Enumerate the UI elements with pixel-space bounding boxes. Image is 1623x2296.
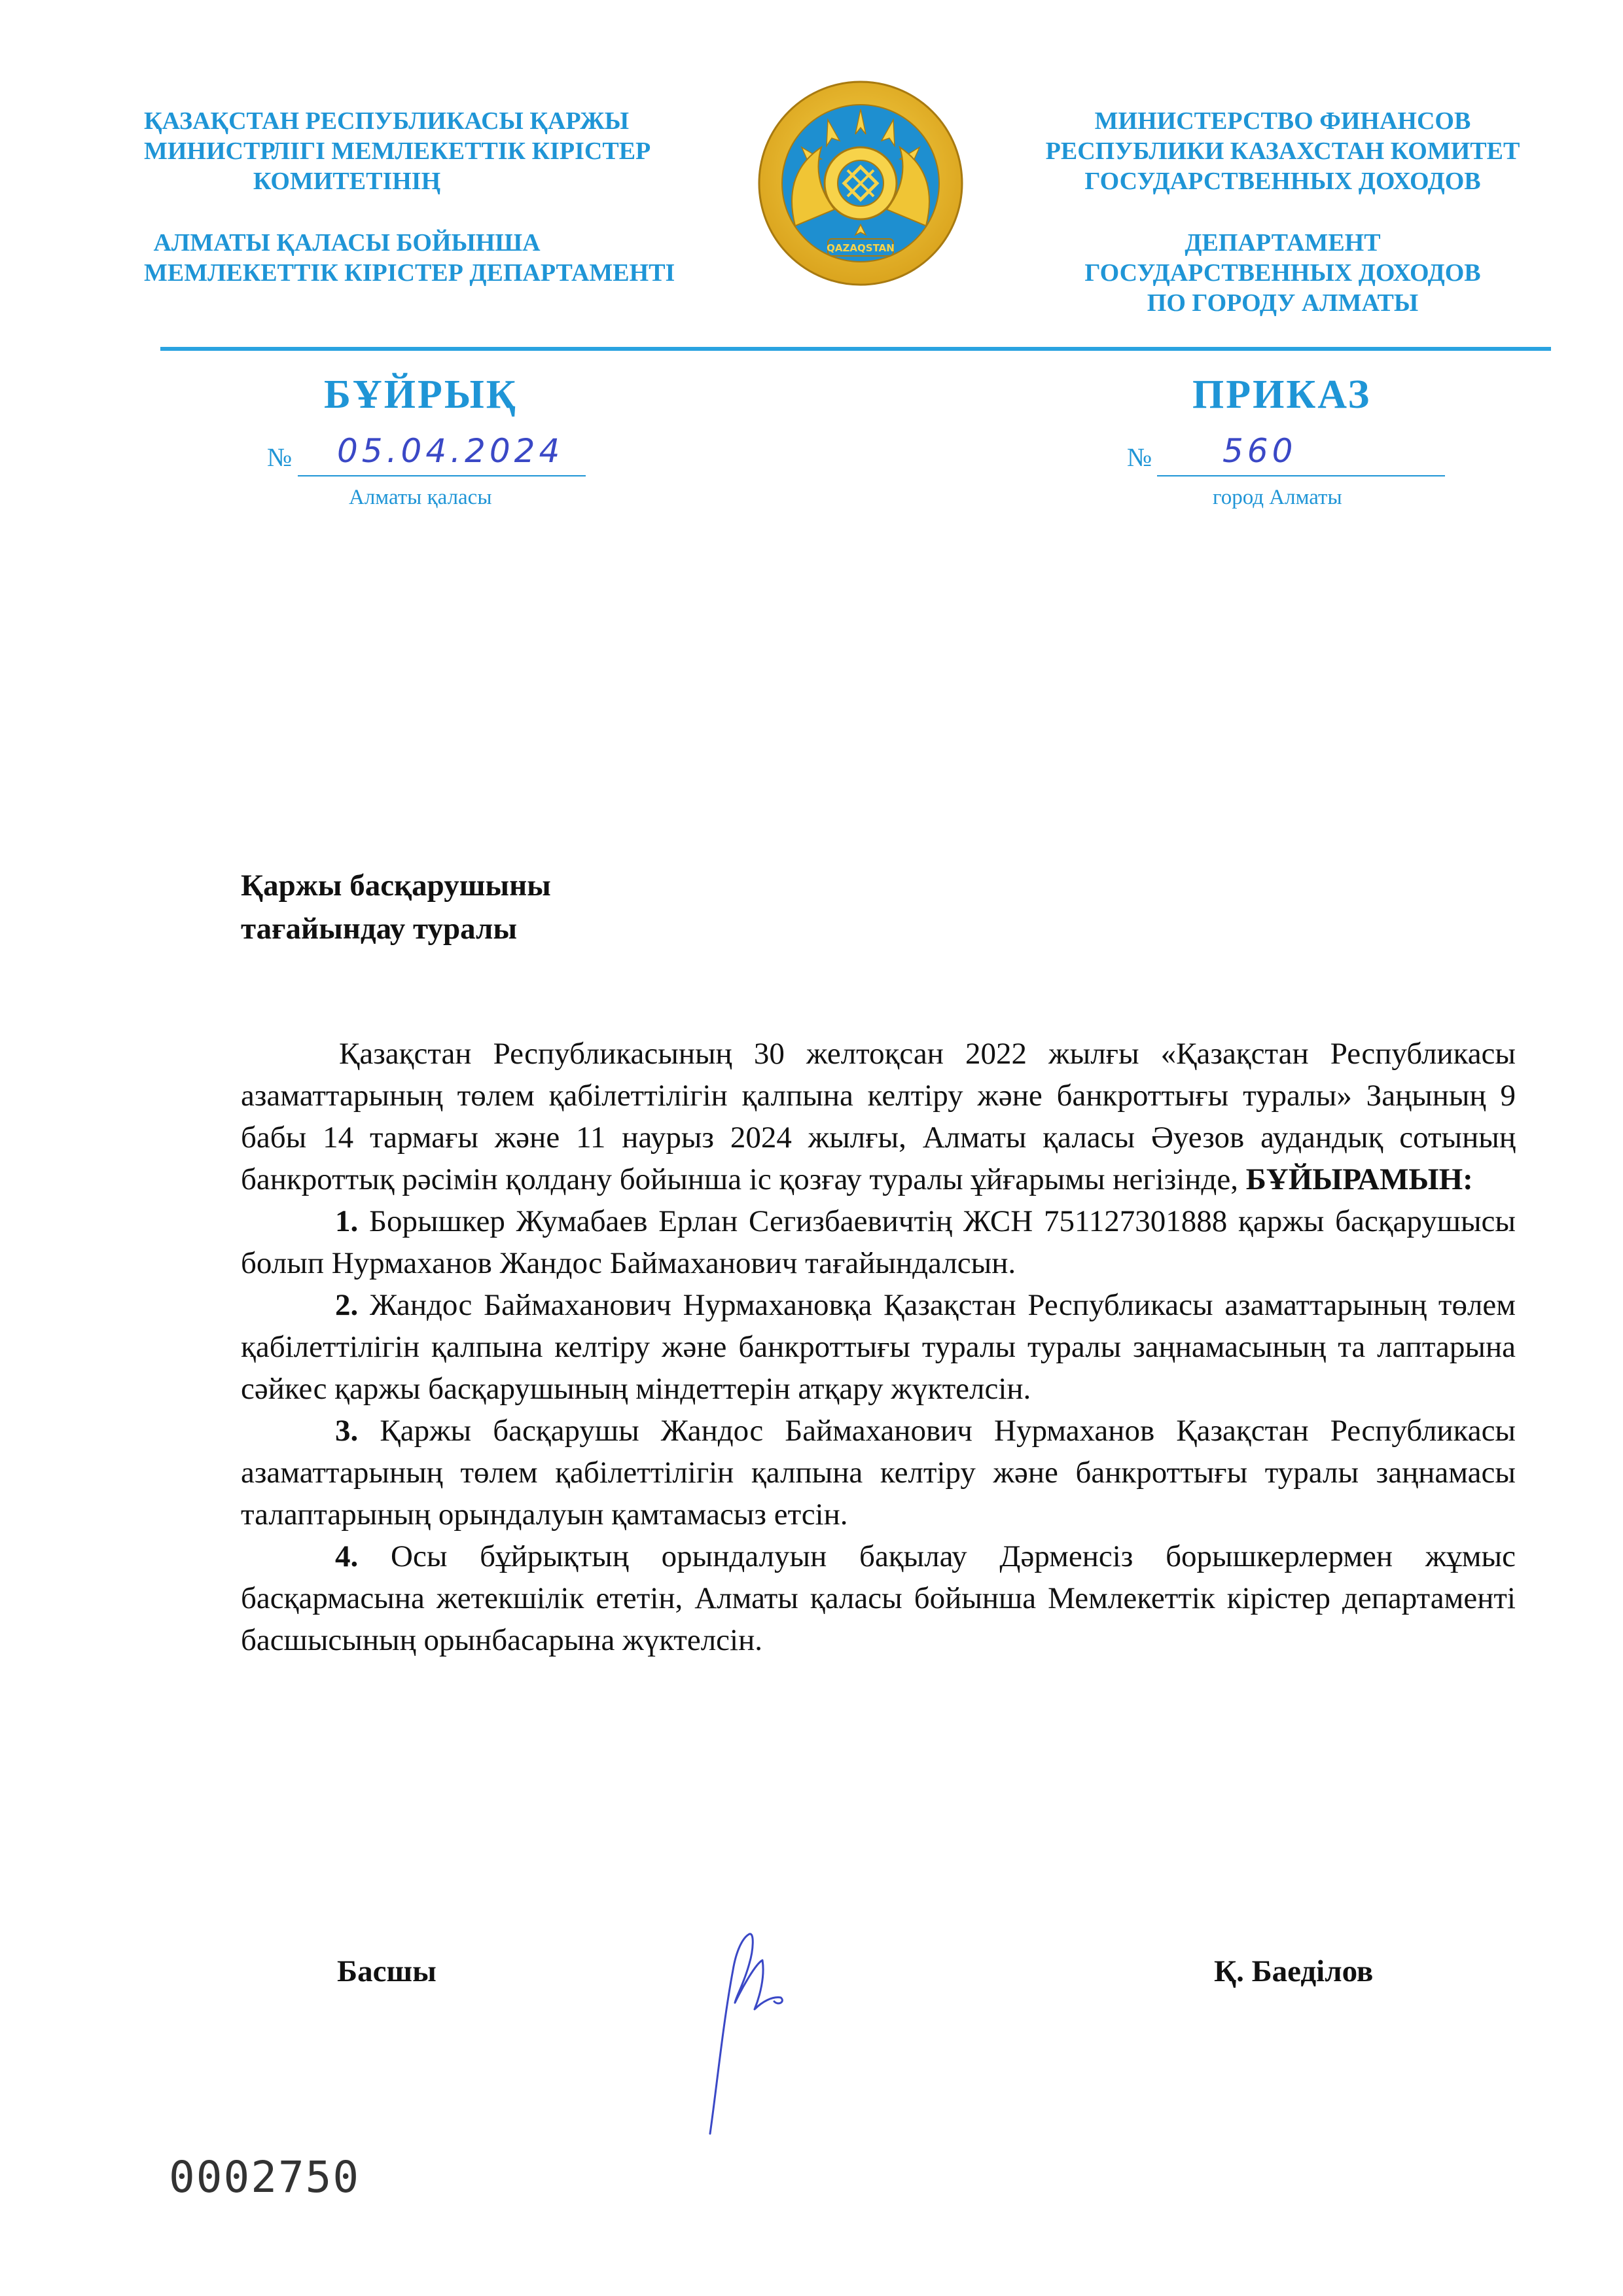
issuer-header-ru (1034, 106, 1531, 318)
header-line: ГОСУДАРСТВЕННЫХ ДОХОДОВ (1084, 168, 1481, 195)
header-line: ГОСУДАРСТВЕННЫХ ДОХОДОВ (1084, 259, 1481, 287)
order-item (241, 1200, 1516, 1284)
item-text: Осы бұйрықтың орындалуын бақылау Дәрменсіз борышкерлермен жұмыс басқармасына жетекшілік ететін, Алматы қаласы бойынша Мемлекеттік кірістер департаменті басшысының орынбасарына жүктелсін. (241, 1539, 1516, 1657)
subject-line: Қаржы басқарушыны (241, 869, 551, 903)
signature-icon (697, 1924, 808, 2140)
item-number: 1. (335, 1204, 359, 1238)
issuer-header-kz (144, 106, 675, 288)
serial-number: 0002750 (169, 2152, 361, 2202)
number-sign: № (1127, 442, 1152, 472)
item-text: Қаржы басқарушы Жандос Баймаханович Нурмаханов Қазақстан Республикасы азаматтарының төлем қабілеттілігін қалпына келтіру және банкроттығы туралы заңнамасы талаптарының орындалуын қамтамасыз етсін. (241, 1414, 1516, 1532)
number-field-line (1157, 444, 1445, 476)
state-emblem (756, 75, 965, 295)
header-line: МЕМЛЕКЕТТІК КІРІСТЕР ДЕПАРТАМЕНТІ (144, 259, 675, 287)
signatory-name: Қ. Баеділов (1214, 1954, 1374, 1988)
order-item (241, 1284, 1516, 1410)
city-label-kz: Алматы қаласы (349, 486, 492, 509)
header-line: ДЕПАРТАМЕНТ (1185, 229, 1381, 257)
header-divider (160, 347, 1551, 351)
header-line: КОМИТЕТІНІҢ (253, 168, 441, 195)
subject-line: тағайындау туралы (241, 912, 518, 946)
item-number: 2. (335, 1288, 359, 1322)
command-word: БҰЙЫРАМЫН: (1245, 1162, 1473, 1196)
preamble-text: Қазақстан Республикасының 30 желтоқсан 2022 жылғы «Қазақстан Республикасы азаматтарының төлем қабілеттілігін қалпына келтіру және банкроттығы туралы» Заңының 9 бабы 14 тармағы және 11 наурыз 2024 жылғы, Алматы қаласы Әуезов аудандық сотының банкроттық рәсімін қолдану бойынша іс қозғау туралы ұйғарымы негізінде, (241, 1037, 1516, 1196)
handwritten-order-number: 560 (1222, 432, 1297, 470)
signatory-position: Басшы (337, 1954, 437, 1988)
document-title-ru: ПРИКАЗ (1192, 372, 1372, 417)
header-line: ҚАЗАҚСТАН РЕСПУБЛИКАСЫ ҚАРЖЫ (144, 107, 630, 135)
header-line: МИНИСТРЛІГІ МЕМЛЕКЕТТІК КІРІСТЕР (144, 137, 651, 165)
header-line: МИНИСТЕРСТВО ФИНАНСОВ (1094, 107, 1471, 135)
order-body (241, 1033, 1516, 1661)
item-number: 4. (335, 1539, 359, 1573)
header-line: ПО ГОРОДУ АЛМАТЫ (1147, 289, 1419, 317)
order-item (241, 1535, 1516, 1661)
document-title-kz: БҰЙРЫҚ (324, 372, 518, 417)
number-sign: № (267, 442, 293, 472)
city-label-ru: город Алматы (1213, 486, 1342, 509)
handwritten-signature (697, 1924, 808, 2140)
header-line: АЛМАТЫ ҚАЛАСЫ БОЙЫНША (153, 229, 541, 257)
item-number: 3. (335, 1414, 359, 1448)
emblem-icon (756, 75, 965, 295)
order-item (241, 1410, 1516, 1535)
handwritten-date: 05.04.2024 (337, 432, 564, 470)
item-text: Борышкер Жумабаев Ерлан Сегизбаевичтің ЖСН 751127301888 қаржы басқарушысы болып Нурмаханов Жандос Баймаханович тағайындалсын. (241, 1204, 1516, 1280)
item-text: Жандос Баймаханович Нурмахановқа Қазақстан Республикасы азаматтарының төлем қабілеттілігін қалпына келтіру және банкроттығы туралы туралы заңнамасының та лаптарына сәйкес қаржы басқарушының міндеттерін атқару жүктелсін. (241, 1288, 1516, 1406)
header-line: РЕСПУБЛИКИ КАЗАХСТАН КОМИТЕТ (1045, 137, 1520, 165)
order-subject (241, 864, 551, 950)
emblem-text: QAZAQSTAN (827, 242, 895, 254)
preamble-paragraph (241, 1033, 1516, 1200)
